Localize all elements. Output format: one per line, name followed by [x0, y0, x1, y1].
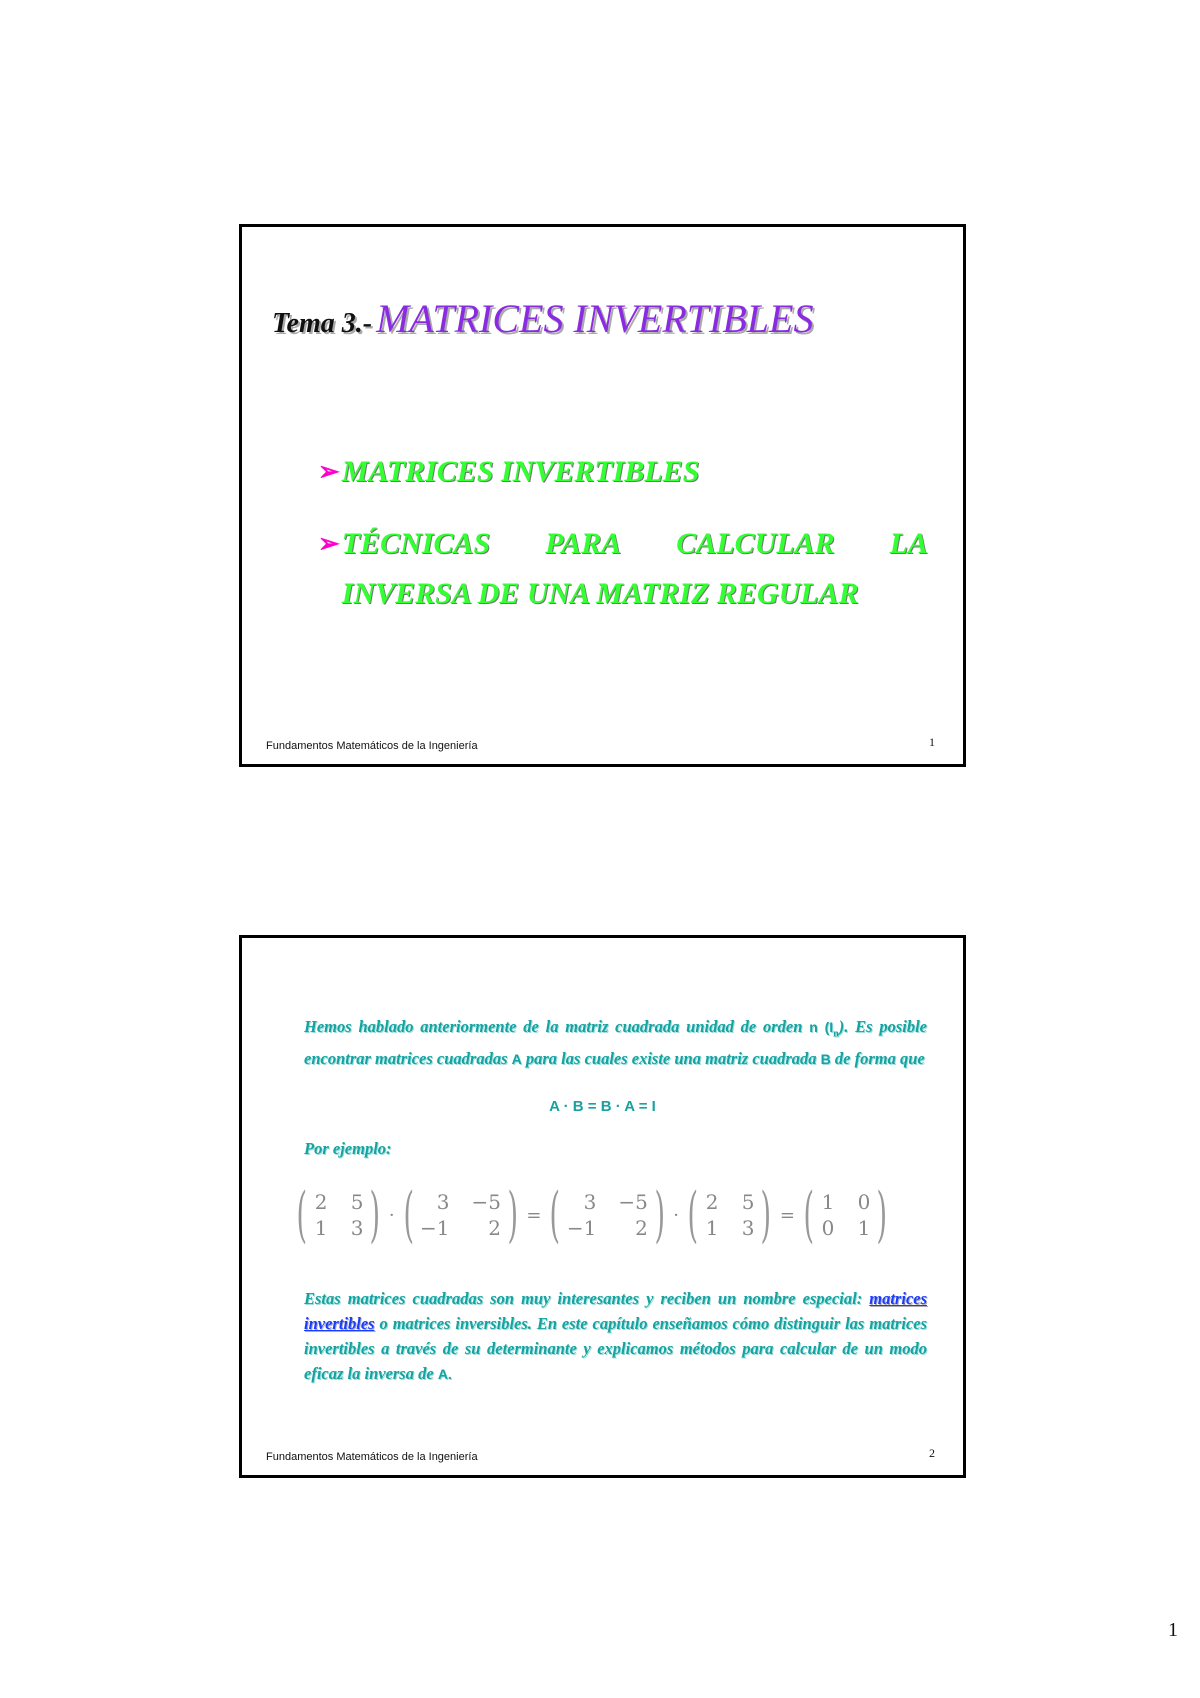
- matrix-cell: −1: [420, 1216, 450, 1240]
- matrix-cell: 3: [436, 1190, 450, 1214]
- matrix-cell: 0: [857, 1190, 871, 1214]
- slide-number: 1: [929, 735, 935, 749]
- equals-operator: =: [526, 1204, 542, 1226]
- bullet-word: CALCULAR: [676, 527, 835, 560]
- intro-symbol-a: A: [511, 1051, 522, 1068]
- matrix-cell: 5: [350, 1190, 364, 1214]
- equals-operator: =: [779, 1204, 795, 1226]
- matrix-cell: 2: [314, 1190, 328, 1214]
- title-prefix: Tema 3.-: [272, 308, 373, 339]
- conclusion-paragraph: [304, 1286, 927, 1387]
- title-main: MATRICES INVERTIBLES: [376, 296, 814, 341]
- matrix-3: ( 3 −5 −1 2 ): [549, 1180, 665, 1250]
- slide-number: 2: [929, 1446, 935, 1460]
- slide-1: [239, 224, 966, 767]
- intro-text: ). Es posible encontrar matrices cuadradas: [304, 1017, 927, 1069]
- matrix-cell: 1: [705, 1216, 719, 1240]
- matrix-cell: 2: [488, 1216, 501, 1240]
- matrix-cell: 3: [741, 1216, 755, 1240]
- equation: A · B = B · A = I: [549, 1098, 656, 1115]
- slide-footer: Fundamentos Matemáticos de la Ingeniería: [266, 740, 478, 752]
- intro-symbol-n: n: [809, 1019, 818, 1035]
- bullet-line-2: INVERSA DE UNA MATRIZ REGULAR: [341, 577, 859, 610]
- matrix-cell: 3: [350, 1216, 364, 1240]
- page-number: 1: [1168, 1619, 1178, 1641]
- identity-matrix: ( 1 0 0 1 ): [803, 1180, 888, 1250]
- slide-2: [239, 935, 966, 1478]
- dot-operator: ·: [673, 1204, 680, 1226]
- intro-symbol-i: (I: [824, 1019, 834, 1035]
- matrix-cell: 2: [635, 1216, 648, 1240]
- slide-title: [272, 295, 813, 342]
- bullet-text: [342, 519, 928, 619]
- matrix-cell: 1: [857, 1216, 871, 1240]
- bullet-word: PARA: [545, 527, 622, 560]
- matrix-cell: 0: [821, 1216, 835, 1240]
- matrix-example: [290, 1182, 894, 1248]
- conclusion-text: o matrices inversibles. En este capítulo enseñamos cómo distinguir las matrices invertibles a través de su determinante y explicamos métodos para calcular de un modo eficaz la inversa de: [304, 1314, 928, 1383]
- conclusion-symbol-a: A.: [437, 1366, 452, 1382]
- intro-paragraph: [304, 1014, 927, 1072]
- arrow-bullet-icon: ➢: [318, 457, 340, 486]
- bullet-item-2: [318, 519, 928, 619]
- slide-footer: Fundamentos Matemáticos de la Ingeniería: [266, 1451, 478, 1463]
- matrix-4: ( 2 5 1 3 ): [687, 1180, 772, 1250]
- conclusion-text: Estas matrices cuadradas son muy interesantes y reciben un nombre especial:: [304, 1289, 863, 1308]
- matrix-cell: 2: [705, 1190, 719, 1214]
- matrix-cell: 1: [314, 1216, 328, 1240]
- bullet-line-1: [342, 519, 928, 569]
- example-label: Por ejemplo:: [304, 1139, 392, 1158]
- matrix-cell: 1: [821, 1190, 835, 1214]
- intro-text: Hemos hablado anteriormente de la matriz cuadrada unidad de orden: [304, 1017, 803, 1036]
- bullet-word: TÉCNICAS: [341, 527, 491, 560]
- matrix-cell: 3: [583, 1190, 597, 1214]
- bullet-item-1: [318, 447, 928, 497]
- intro-text: para las cuales existe una matriz cuadrada: [525, 1049, 817, 1069]
- matrices-invertibles-link[interactable]: matrices invertibles: [304, 1289, 928, 1333]
- matrix-2: ( 3 −5 −1 2 ): [403, 1180, 518, 1250]
- intro-text: de forma que: [834, 1049, 925, 1069]
- matrix-cell: 5: [741, 1190, 755, 1214]
- intro-symbol-b: B: [820, 1051, 831, 1068]
- matrix-cell: −5: [618, 1190, 648, 1214]
- bullet-word: LA: [889, 527, 928, 560]
- matrix-cell: −5: [471, 1190, 501, 1214]
- matrix-cell: −1: [566, 1216, 597, 1240]
- bullet-text: MATRICES INVERTIBLES: [341, 455, 700, 488]
- bullet-list: [318, 447, 928, 641]
- intro-subscript: n: [833, 1028, 839, 1040]
- matrix-1: ( 2 5 1 3 ): [296, 1180, 381, 1250]
- dot-operator: ·: [388, 1204, 395, 1226]
- arrow-bullet-icon: ➢: [318, 529, 340, 558]
